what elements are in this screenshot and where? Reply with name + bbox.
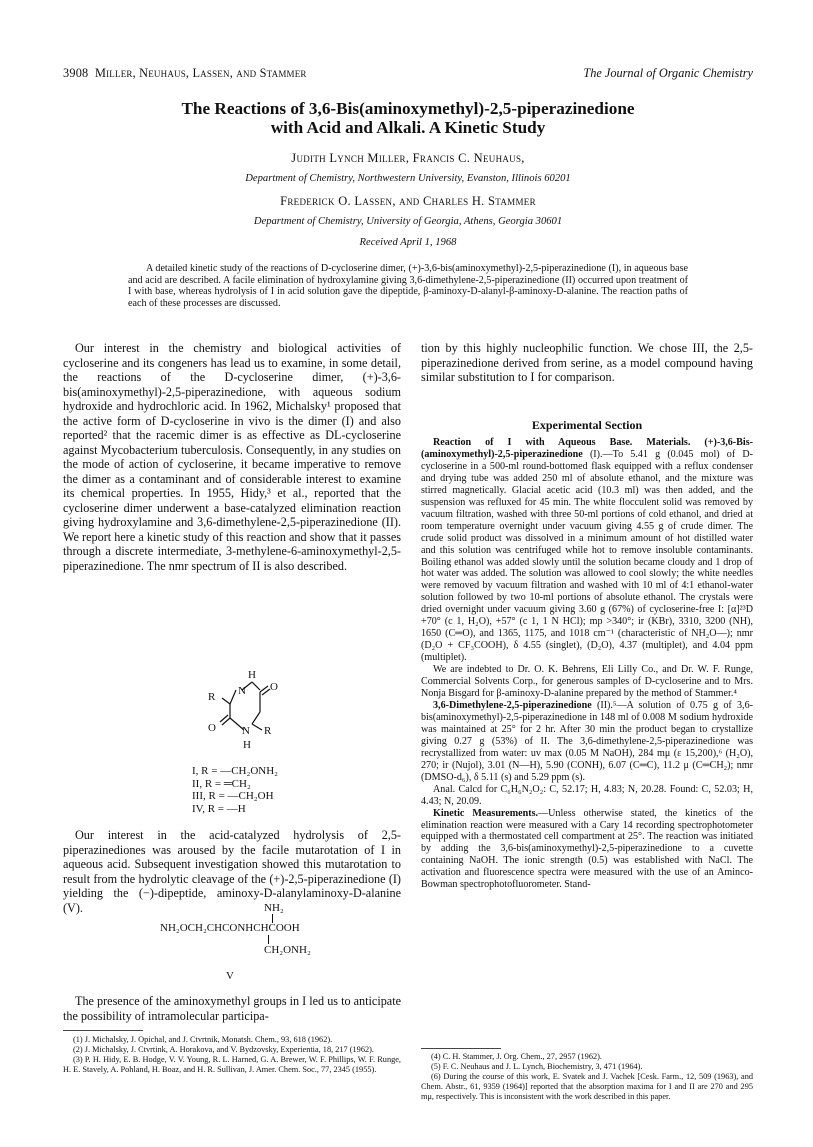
col2-top bbox=[421, 341, 753, 385]
authors-1: Judith Lynch Miller, Francis C. Neuhaus, bbox=[291, 151, 525, 165]
ring-bond bbox=[230, 690, 236, 704]
exp-text-5: —Unless otherwise stated, the kinetics of the elimination reaction were measured with a Cary 14 recording spectrophotometer equipped with a thermostated cell compartment at 25°. The reaction was initiated by adding the 3,6-bis(aminoxymethyl)-2,5-piperazinedione to a cuvette containing NaOH. The ionic strength (0.5) was established with NaCl. The activation and fluorescence spectra were measured with the use of an Aminco-Bowman spectrophotofluorometer. Stand- bbox=[421, 807, 753, 891]
title-line-2: with Acid and Alkali. A Kinetic Study bbox=[270, 118, 546, 137]
struct-v-bond bbox=[268, 935, 269, 944]
page-number: 3908 bbox=[63, 66, 89, 80]
affiliation-2: Department of Chemistry, University of Georgia, Athens, Georgia 30601 bbox=[253, 216, 563, 227]
article-title bbox=[63, 99, 753, 137]
atom-r-left: R bbox=[208, 691, 216, 703]
ring-bond bbox=[222, 698, 230, 704]
legend-item: II, R = ═CH₂ bbox=[192, 777, 251, 790]
legend-item: IV, R = —H bbox=[192, 802, 246, 815]
affiliation-1: Department of Chemistry, Northwestern University, Evanston, Illinois 60201 bbox=[245, 173, 571, 184]
dipeptide-structure bbox=[160, 902, 360, 962]
col1-paragraph-2: Our interest in the acid-catalyzed hydrolysis of 2,5-piperazinediones was aroused by the facile mutarotation of I in aqueous acid. Subsequent investigation showed this mutarotation to result from the hydrolytic cleavage of the (+)-2,5-piperazinedione (I) yielding the (−)-dipeptide, aminoxy-D-alanylaminoxy-D-alanine (V). bbox=[63, 828, 401, 915]
structure-legend bbox=[192, 765, 278, 815]
footnote: (6) During the course of this work, E. Svatek and J. Vachek [Cesk. Farm., 12, 509 (1963), and Chem. Abstr., 61, 9359 (1964)] reported that the absorption maxima for I and II are 270 and 295 mμ, respectively. This is inconsistent with the work described in this paper. bbox=[421, 1072, 753, 1101]
footnote: (3) P. H. Hidy, E. B. Hodge, V. V. Young, R. L. Harned, G. A. Brewer, W. F. Phillips, W. F. Runge, H. E. Stavely, A. Pohland, H. Boaz, and H. R. Sullivan, J. Amer. Chem. Soc., 77, 2345 (1955). bbox=[63, 1055, 401, 1074]
footnote: (5) F. C. Neuhaus and J. L. Lynch, Biochemistry, 3, 471 (1964). bbox=[431, 1062, 643, 1071]
title-line-1: The Reactions of 3,6-Bis(aminoxymethyl)-2,5-piperazinedione bbox=[181, 99, 635, 118]
running-authors: Miller, Neuhaus, Lassen, and Stammer bbox=[94, 66, 307, 80]
struct-v-sub: CH₂ONH₂ bbox=[264, 944, 311, 956]
col1-intro bbox=[63, 341, 401, 573]
exp-paragraph-5 bbox=[421, 808, 753, 892]
legend-item: I, R = —CH₂ONH₂ bbox=[192, 765, 278, 777]
footnote: (4) C. H. Stammer, J. Org. Chem., 27, 2957 (1962). bbox=[431, 1052, 602, 1061]
authors-2: Frederick O. Lassen, and Charles H. Stammer bbox=[280, 194, 536, 208]
ring-bond bbox=[252, 724, 262, 730]
footnote-rule-right bbox=[421, 1048, 501, 1049]
atom-n-top: N bbox=[238, 685, 246, 697]
ring-bond bbox=[252, 682, 260, 690]
col1-paragraph-1: Our interest in the chemistry and biological activities of cycloserine and its congeners has lead us to examine, in some detail, the reactions of the D-cycloserine dimer, (+)-3,6-bis(aminoxymethyl)-2,5-piperazinedione, with aqueous sodium hydroxide and hydrochloric acid. In 1962, Michalsky¹ proposed that the active form of D-cycloserine in vivo is the dimer (I) and also reported² that the racemic dimer is as effective as DL-cycloserine against Mycobacterium tuberculosis. Consequently, in any studies on the mode of action of cycloserine, it became imperative to remove the dimer as a contaminant and of considerable interest to examine its chemical properties. In 1955, Hidy,³ et al., reported that the cycloserine dimer underwent a base-catalyzed elimination reaction giving hydroxylamine and 3,6-dimethylene-2,5-piperazinedione (II). We report here a kinetic study of this reaction and show that it passes through a discrete intermediate, 3-methylene-6-aminoxymethyl-2,5-piperazinedione. The nmr spectrum of II is also described. bbox=[63, 341, 401, 573]
atom-o-right: O bbox=[270, 681, 278, 693]
running-header bbox=[63, 66, 753, 80]
ring-bond bbox=[252, 712, 260, 724]
atom-h-top: H bbox=[248, 669, 256, 681]
col1-paragraph-3: The presence of the aminoxymethyl groups in I led us to anticipate the possibility of intramolecular participa- bbox=[63, 994, 401, 1023]
atom-r-right: R bbox=[264, 725, 272, 737]
section-heading: Experimental Section bbox=[531, 418, 643, 432]
exp-paragraph-3 bbox=[421, 700, 753, 784]
struct-v-label: V bbox=[226, 970, 234, 982]
struct-v-nh2: NH₂ bbox=[264, 902, 284, 914]
struct-v-main: NH₂OCH₂CHCONHCHCOOH bbox=[160, 922, 300, 934]
legend-item: III, R = —CH₂OH bbox=[192, 790, 274, 802]
footnote: (1) J. Michalsky, J. Opichal, and J. Ctvrtnik, Monatsh. Chem., 93, 618 (1962). bbox=[73, 1035, 333, 1044]
page-header-left bbox=[63, 66, 307, 81]
exp-paragraph-1 bbox=[421, 437, 753, 664]
col1-presence bbox=[63, 994, 401, 1023]
exp-paragraph-2: We are indebted to Dr. O. K. Behrens, Eli Lilly Co., and Dr. W. F. Runge, Commercial Solvents Corp., for generous samples of D-cycloserine and to Mrs. Nonja Bisgard for β-aminoxy-D-alanine prepared by the method of Stammer.⁴ bbox=[421, 664, 753, 700]
abstract: A detailed kinetic study of the reactions of D-cycloserine dimer, (+)-3,6-bis(aminoxymethyl)-2,5-piperazinedione (I), in aqueous base and acid are described. A facile elimination of hydroxylamine giving 3,6-dimethylene-2,5-piperazinedione (II) occurred upon treatment of I with base, whereas hydrolysis of I in acid solution gave the dipeptide, β-aminoxy-D-alanyl-β-aminoxy-D-alanine. The reaction paths of each of these processes are discussed. bbox=[128, 263, 688, 309]
received-date: Received April 1, 1968 bbox=[359, 237, 457, 248]
piperazinedione-structure bbox=[200, 668, 300, 764]
footnote: (2) J. Michalsky, J. Ctvrtink, A. Horakova, and V. Bydzovsky, Experientia, 18, 217 (1962). bbox=[73, 1045, 374, 1054]
exp-text-1: (I).—To 5.41 g (0.045 mol) of D-cycloserine in a 500-ml round-bottomed flask equipped with a reflux condenser and drying tube was added 250 ml of absolute ethanol, and the mixture was stirred magnetically. Glacial acetic acid (10.3 ml) was then added, and the suspension was refluxed for 45 min. The white flocculent solid was removed by vacuum filtration, washed with three 50-ml portions of cold ethanol, and dried at room temperature overnight under vacuum giving 4.55 g of crude dimer. The crude solid product was dissolved in a minimum amount of hot distilled water and this solution was centrifuged while hot to remove insoluble contaminants. Boiling ethanol was added slowly until the solution became cloudy and 1 drop of hot water was added. The solution was allowed to cool slowly; the white needles were removed by vacuum filtration and washed with 10 ml of 4:1 ethanol-water solution followed by two 10-ml portions of absolute ethanol. The crystals were dried overnight under vacuum giving 3.60 g (67%) of cycloserine-free I: [α]²³D +70° (c 1, H₂O), +57° (c 1, 1 N HCl); mp >340°; ir (KBr), 3310, 3200 (NH), 1650 (C═O), and 1365, 1175, and 1018 cm⁻¹ (characteristic of NH₂O—); nmr (D₂O + CF₃COOH), δ 4.55 (singlet), (D₂O), 4.37 (multiplet), and 4.04 ppm (multiplet). bbox=[421, 448, 753, 664]
journal-name: The Journal of Organic Chemistry bbox=[583, 66, 753, 80]
col2-footnotes bbox=[421, 1052, 753, 1102]
atom-o-left: O bbox=[208, 722, 216, 734]
exp-text-3: (II).⁵—A solution of 0.75 g of 3,6-bis(aminoxymethyl)-2,5-piperazinedione in 148 ml of 0.008 M sodium hydroxide was maintained at 25° for 2 hr. After 30 min the product began to crystallize giving 0.27 g (53%) of II. The 3,6-dimethylene-2,5-piperazinedione was recrystallized from water: uv max (0.05 M NaOH), 284 mμ (ε 15,200),⁶ (H₂O), 270; ir (Nujol), 3.01 (N—H), 5.90 (CONH), 6.07 (C═C), 11.2 μ (C═CH₂); nmr (DMSO-d₆), δ 5.11 (s) and 5.29 ppm (s). bbox=[421, 699, 753, 783]
col2-experimental bbox=[421, 437, 753, 891]
atom-h-bottom: H bbox=[243, 739, 251, 751]
exp-heading-5: Kinetic Measurements. bbox=[433, 807, 539, 819]
col2-paragraph-top: tion by this highly nucleophilic function. We chose III, the 2,5-piperazinedione derived from serine, as a model compound having similar substitution to I for comparison. bbox=[421, 341, 753, 384]
footnote-rule-left bbox=[63, 1030, 143, 1031]
exp-heading-1: Reaction of I with Aqueous Base. Materials. (+)-3,6-Bis-(aminoxymethyl)-2,5-piperazinedione bbox=[421, 437, 753, 460]
col1-footnotes bbox=[63, 1035, 401, 1075]
exp-heading-3: 3,6-Dimethylene-2,5-piperazinedione bbox=[433, 699, 592, 711]
atom-n-bottom: N bbox=[242, 725, 250, 737]
exp-paragraph-4: Anal. Calcd for C₆H₆N₂O₂: C, 52.17; H, 4.83; N, 20.28. Found: C, 52.03; H, 4.43; N, 20.09. bbox=[421, 783, 753, 807]
